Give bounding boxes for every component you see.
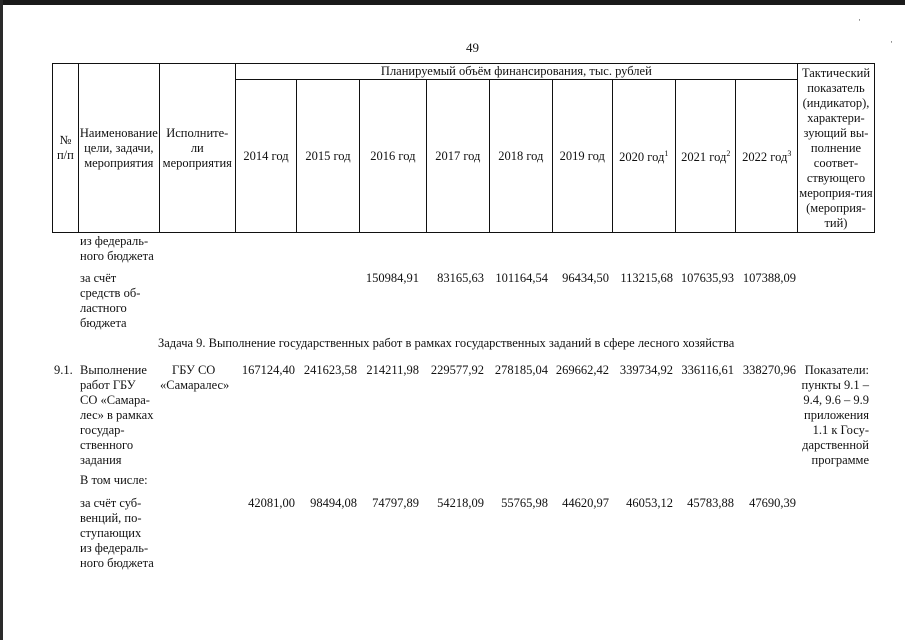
header-col-name: Наименование цели, задачи, мероприятия (78, 64, 159, 233)
regional-value: 83165,63 (437, 271, 484, 285)
including-label: В том числе: (80, 473, 148, 487)
subvention-value: 98494,08 (310, 496, 357, 510)
regional-value: 101164,54 (495, 271, 548, 285)
header-year: 2018 год (489, 80, 552, 233)
subvention-value: 44620,97 (562, 496, 609, 510)
federal-tail-line: из федераль- (80, 234, 149, 248)
item-name-line: Выполнение (80, 363, 147, 377)
item-value: 214211,98 (366, 363, 419, 377)
item-number: 9.1. (54, 363, 73, 377)
subvention-label-line: ного бюджета (80, 556, 154, 570)
item-indicator-line: дарственной (802, 438, 869, 452)
header-year: 2021 год$^2$ (675, 80, 736, 233)
subvention-label-line: за счёт суб- (80, 496, 142, 510)
subvention-value: 46053,12 (626, 496, 673, 510)
item-value: 167124,40 (241, 363, 295, 377)
subvention-label-line: из федераль- (80, 541, 149, 555)
header-year: 2016 год (359, 80, 426, 233)
item-indicator-line: 9.4, 9.6 – 9.9 (803, 393, 869, 407)
header-year: 2017 год (427, 80, 489, 233)
item-executor-line: ГБУ СО (172, 363, 216, 377)
regional-label-line: ластного (80, 301, 127, 315)
scan-border-top (0, 0, 905, 5)
federal-tail-line: ного бюджета (80, 249, 154, 263)
regional-label-line: за счёт (80, 271, 117, 285)
subvention-value: 54218,09 (437, 496, 484, 510)
item-value: 269662,42 (555, 363, 609, 377)
scan-speck: · (858, 15, 861, 25)
header-year: 2019 год (553, 80, 613, 233)
scan-border-left (0, 0, 3, 640)
page-number: 49 (466, 40, 479, 55)
item-value: 336116,61 (681, 363, 734, 377)
item-name-line: лес» в рамках (80, 408, 154, 422)
header-year: 2015 год (297, 80, 359, 233)
task-heading: Задача 9. Выполнение государственных работ в рамках государственных заданий в сфере лесного хозяйства (158, 336, 735, 350)
table-header (52, 63, 875, 233)
header-col-indicator: Тактический показатель (индикатор), характери-зующий вы-полнение соответ-ствующего мероприя-тия (мероприя-тий) (797, 64, 874, 233)
subvention-value: 55765,98 (501, 496, 548, 510)
footnote-mark: 2 (726, 149, 731, 159)
subvention-label-line: венций, по- (80, 511, 142, 525)
scan-speck: · (890, 37, 893, 47)
regional-value: 150984,91 (365, 271, 419, 285)
item-value: 339734,92 (619, 363, 673, 377)
item-value: 241623,58 (303, 363, 357, 377)
item-indicator-line: Показатели: (804, 363, 869, 377)
footnote-mark: 1 (664, 149, 669, 159)
item-name-line: СО «Самара- (80, 393, 150, 407)
footnote-mark: 3 (787, 149, 792, 159)
header-year: 2022 год$^3$ (736, 80, 797, 233)
regional-value: 107388,09 (742, 271, 796, 285)
item-indicator-line: пункты 9.1 – (801, 378, 869, 392)
subvention-value: 47690,39 (749, 496, 796, 510)
subvention-value: 45783,88 (687, 496, 734, 510)
regional-value: 107635,93 (680, 271, 734, 285)
subvention-value: 42081,00 (248, 496, 295, 510)
header-col-exec: Исполните-ли мероприятия (159, 64, 235, 233)
regional-label-line: средств об- (80, 286, 141, 300)
header-planned-group: Планируемый объём финансирования, тыс. рублей (235, 64, 797, 80)
item-indicator-line: программе (811, 453, 869, 467)
item-indicator-line: 1.1 к Госу- (812, 423, 869, 437)
header-year: 2014 год (235, 80, 296, 233)
item-name-line: работ ГБУ (80, 378, 136, 392)
item-value: 338270,96 (742, 363, 796, 377)
header-year: 2020 год$^1$ (612, 80, 675, 233)
item-name-line: государ- (80, 423, 125, 437)
item-indicator-line: приложения (804, 408, 869, 422)
subvention-label-line: ступающих (80, 526, 142, 540)
item-name-line: задания (80, 453, 122, 467)
subvention-value: 74797,89 (372, 496, 419, 510)
item-value: 229577,92 (430, 363, 484, 377)
regional-value: 113215,68 (620, 271, 673, 285)
regional-label-line: бюджета (80, 316, 127, 330)
item-executor-line: «Самаралес» (160, 378, 230, 392)
header-col-no: № п/п (53, 64, 79, 233)
item-value: 278185,04 (494, 363, 548, 377)
regional-value: 96434,50 (562, 271, 609, 285)
item-name-line: ственного (80, 438, 134, 452)
